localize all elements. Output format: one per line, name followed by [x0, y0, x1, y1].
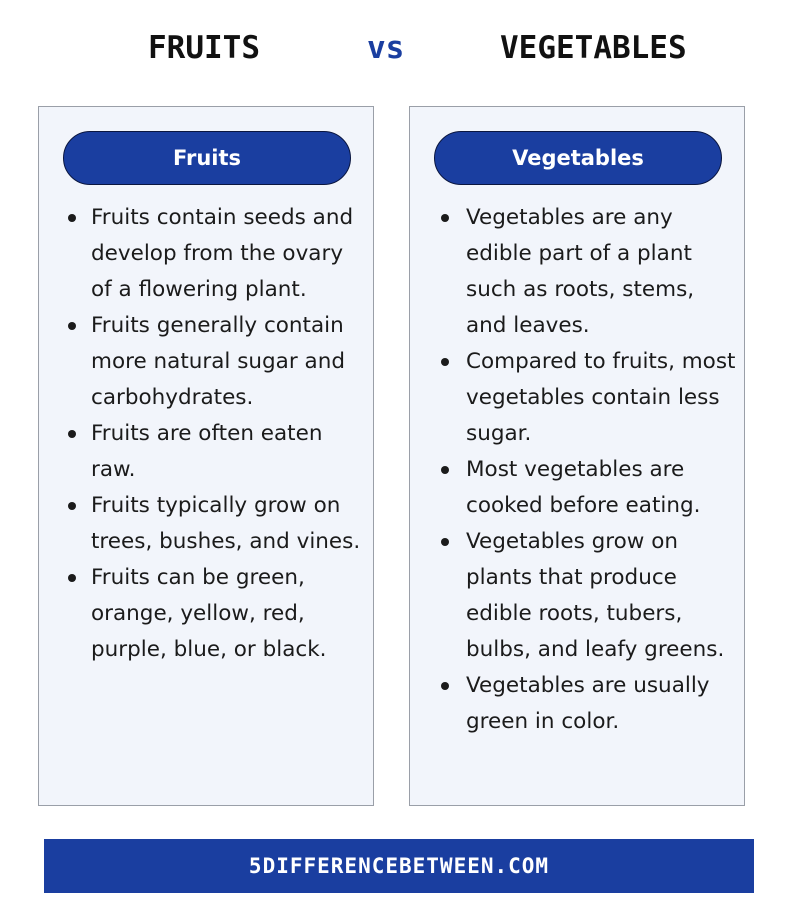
list-item: Fruits typically grow on trees, bushes, and vines. — [91, 488, 365, 560]
fruits-bullet-list — [39, 200, 373, 668]
list-item: Fruits generally contain more natural sugar and carbohydrates. — [91, 308, 365, 416]
list-item: Most vegetables are cooked before eating. — [466, 452, 736, 524]
fruits-panel — [38, 106, 374, 806]
footer-banner: 5DIFFERENCEBETWEEN.COM — [44, 839, 754, 893]
list-item: Vegetables are usually green in color. — [466, 668, 736, 740]
title-vegetables: VEGETABLES — [500, 30, 687, 66]
list-item: Fruits contain seeds and develop from the ovary of a flowering plant. — [91, 200, 365, 308]
title-fruits: FRUITS — [148, 30, 260, 66]
fruits-heading-pill: Fruits — [63, 131, 351, 185]
title-vs: vs — [367, 30, 405, 66]
vegetables-bullet-list — [410, 200, 744, 740]
list-item: Fruits are often eaten raw. — [91, 416, 365, 488]
list-item: Vegetables grow on plants that produce edible roots, tubers, bulbs, and leafy greens. — [466, 524, 736, 668]
vegetables-panel — [409, 106, 745, 806]
list-item: Fruits can be green, orange, yellow, red, purple, blue, or black. — [91, 560, 365, 668]
vegetables-heading-pill: Vegetables — [434, 131, 722, 185]
list-item: Compared to fruits, most vegetables contain less sugar. — [466, 344, 736, 452]
list-item: Vegetables are any edible part of a plant such as roots, stems, and leaves. — [466, 200, 736, 344]
